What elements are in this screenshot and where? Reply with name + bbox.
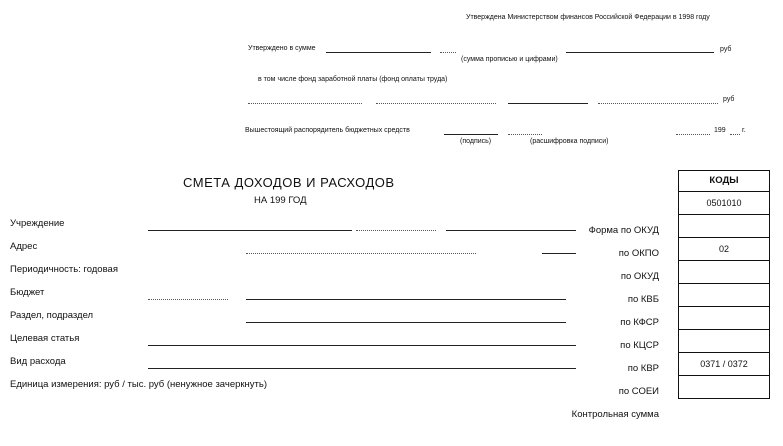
code-cell-okud[interactable]: 02 (678, 238, 770, 261)
section-line[interactable] (246, 322, 566, 323)
code-label-okud-form: Форма по ОКУД (588, 225, 659, 236)
field-label-expense-type: Вид расхода (10, 356, 66, 367)
field-label-institution: Учреждение (10, 218, 65, 229)
code-cell-okpo[interactable] (678, 215, 770, 238)
document-subtitle: НА 199 ГОД (254, 195, 307, 206)
institution-line[interactable] (148, 230, 352, 231)
control-sum-label: Контрольная сумма (571, 409, 659, 420)
approved-in-sum-label: Утверждено в сумме (248, 45, 316, 52)
sum-line-dash (440, 52, 456, 53)
code-cell-soei[interactable]: 0371 / 0372 (678, 353, 770, 376)
year-suffix: г. (742, 127, 746, 134)
document-title: СМЕТА ДОХОДОВ И РАСХОДОВ (183, 175, 395, 190)
code-label-okpo: по ОКПО (618, 248, 659, 259)
code-label-kcsr: по КЦСР (620, 340, 659, 351)
code-label-soei: по СОЕИ (618, 386, 659, 397)
code-label-kfsr: по КФСР (620, 317, 659, 328)
field-label-address: Адрес (10, 241, 38, 252)
signature-line (444, 134, 498, 135)
code-label-kvb: по КВБ (627, 294, 659, 305)
signature-decoded-caption: (расшифровка подписи) (530, 138, 609, 145)
codes-table (678, 170, 770, 399)
wages-line-2 (376, 103, 496, 104)
code-cell-kvb[interactable] (678, 261, 770, 284)
signature-caption: (подпись) (460, 138, 492, 145)
sum-in-words-caption: (сумма прописью и цифрами) (461, 56, 558, 63)
wages-line-4 (598, 103, 718, 104)
target-article-line[interactable] (148, 345, 576, 346)
field-label-periodicity: Периодичность: годовая (10, 264, 118, 275)
including-wages-label: в том числе фонд заработной платы (фонд оплаты труда) (258, 76, 448, 83)
currency-label: руб (720, 46, 732, 53)
field-label-target-article: Целевая статья (10, 333, 80, 344)
approved-by-note: Утверждена Министерством финансов Российской Федерации в 1998 году (466, 14, 710, 21)
field-label-unit: Единица измерения: руб / тыс. руб (ненужное зачеркнуть) (10, 379, 268, 390)
address-line[interactable] (246, 253, 476, 254)
code-cell-kvr[interactable] (678, 330, 770, 353)
field-label-budget: Бюджет (10, 287, 45, 298)
code-cell-control-sum[interactable] (678, 376, 770, 399)
budget-line[interactable] (246, 299, 566, 300)
institution-line-dash[interactable] (356, 230, 436, 231)
code-label-kvr: по КВР (627, 363, 659, 374)
code-cell-kcsr[interactable] (678, 307, 770, 330)
higher-manager-label: Вышестоящий распорядитель бюджетных средств (245, 127, 410, 134)
year-value: 199 (714, 127, 726, 134)
signature-decoded-line (508, 134, 542, 135)
sum-line (326, 52, 431, 53)
expense-type-line[interactable] (148, 368, 576, 369)
code-cell-kfsr[interactable] (678, 284, 770, 307)
institution-line-2[interactable] (446, 230, 576, 231)
code-cell-okud-form[interactable]: 0501010 (678, 192, 770, 215)
code-label-okud: по ОКУД (620, 271, 659, 282)
field-label-section: Раздел, подраздел (10, 310, 94, 321)
year-end-line (730, 134, 740, 135)
date-line (676, 134, 710, 135)
currency-label-2: руб (723, 96, 735, 103)
codes-header: КОДЫ (678, 170, 770, 192)
wages-line-3 (508, 103, 588, 104)
budget-line-dash[interactable] (148, 299, 228, 300)
sum-line-2 (566, 52, 714, 53)
wages-line-1 (248, 103, 362, 104)
